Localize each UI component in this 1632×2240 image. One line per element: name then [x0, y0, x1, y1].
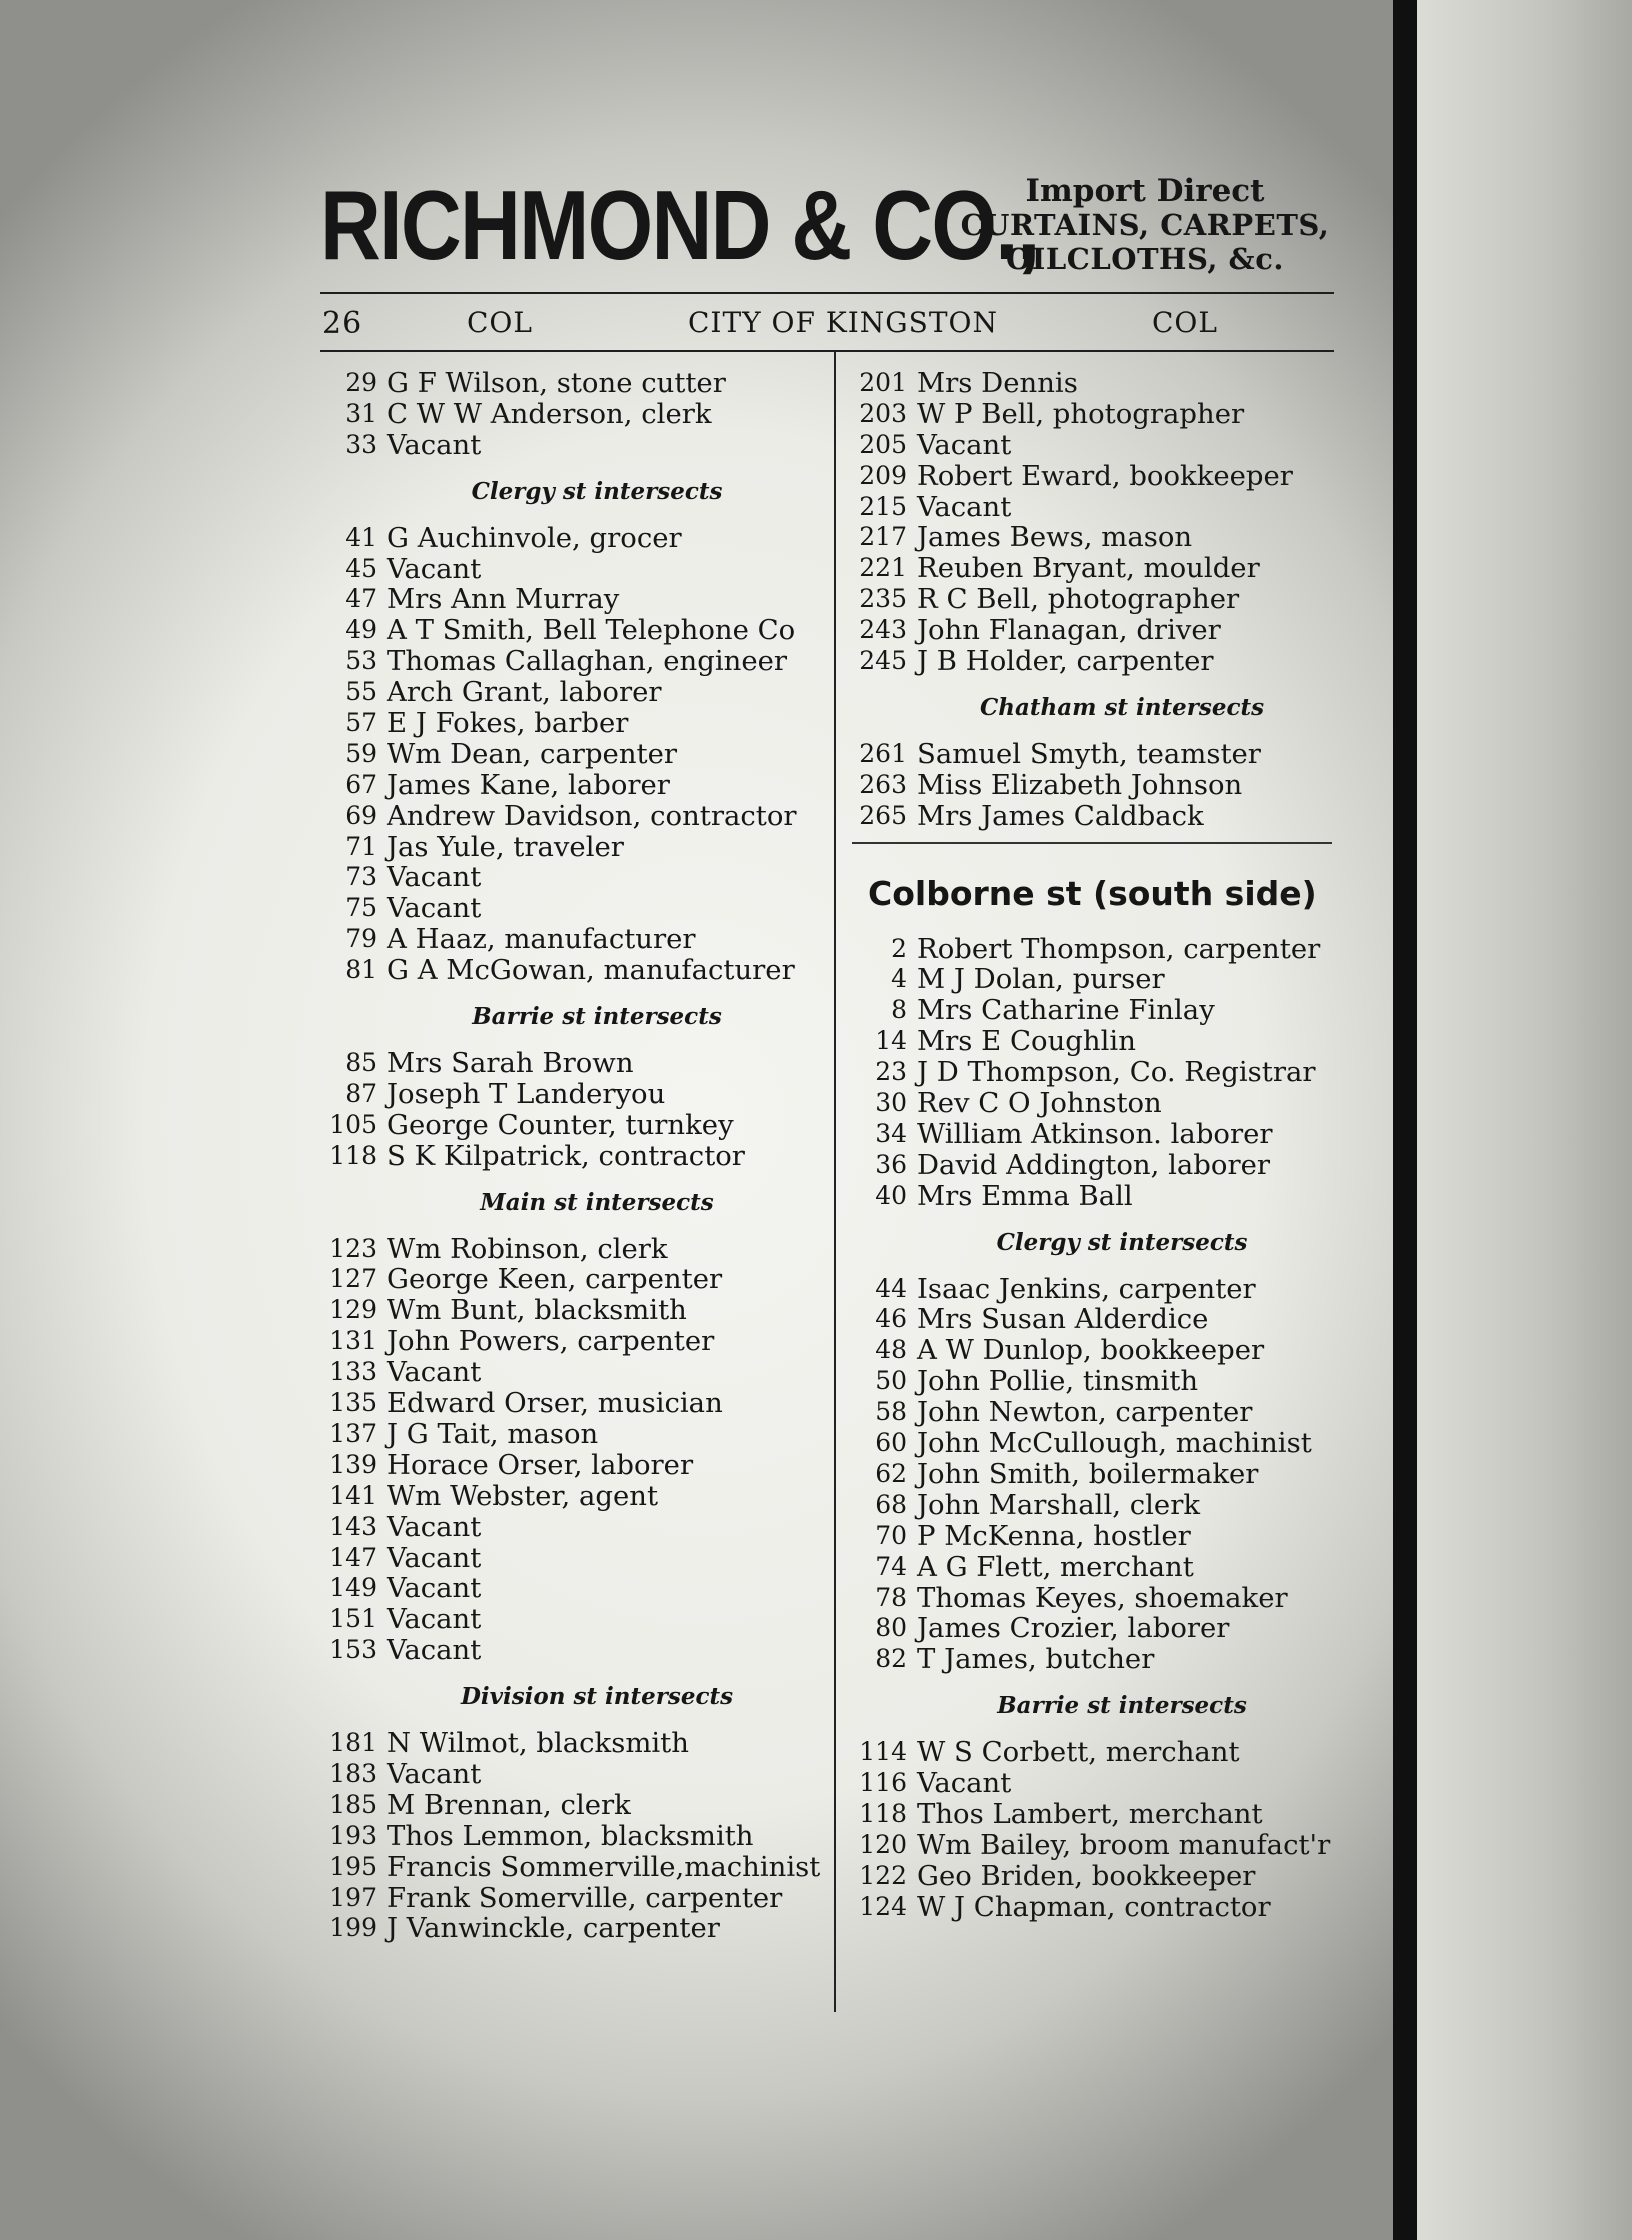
directory-entry [852, 1552, 1342, 1583]
resident-name: A G Flett, merchant [917, 1550, 1194, 1583]
directory-entry [852, 1181, 1342, 1212]
resident-name: Vacant [387, 1603, 482, 1636]
resident-name: James Bews, mason [917, 521, 1193, 554]
resident-name: Mrs Ann Murray [387, 583, 620, 616]
directory-entry [322, 399, 822, 430]
house-number: 243 [859, 615, 907, 645]
directory-entry [852, 1304, 1342, 1335]
ad-text-block [940, 174, 1350, 276]
house-number: 261 [859, 738, 907, 768]
directory-entry [322, 739, 822, 770]
house-number: 31 [345, 398, 377, 428]
house-number: 118 [859, 1798, 907, 1828]
house-number: 8 [891, 995, 907, 1025]
directory-entry [322, 1728, 822, 1759]
ad-line-import: Import Direct [1025, 173, 1265, 209]
brand-name: RICHMOND & CO., [320, 170, 1039, 280]
directory-entry [322, 430, 822, 461]
resident-name: Thos Lambert, merchant [917, 1797, 1263, 1830]
directory-entry [852, 584, 1342, 615]
house-number: 74 [875, 1551, 907, 1581]
street-intersection-label: Clergy st intersects [996, 1228, 1248, 1256]
resident-name: John Newton, carpenter [917, 1396, 1253, 1429]
resident-name: Vacant [387, 1634, 482, 1667]
resident-name: Robert Thompson, carpenter [917, 932, 1321, 965]
resident-name: Mrs Emma Ball [917, 1179, 1133, 1212]
resident-name: T James, butcher [917, 1643, 1155, 1676]
directory-entry [852, 1428, 1342, 1459]
directory-entry [322, 832, 822, 863]
resident-name: Miss Elizabeth Johnson [917, 768, 1243, 801]
resident-name: Vacant [387, 1356, 482, 1389]
directory-entry [322, 1883, 822, 1914]
directory-entry [322, 1913, 822, 1944]
house-number: 44 [875, 1273, 907, 1303]
directory-entry [322, 1326, 822, 1357]
directory-entry [852, 1861, 1342, 1892]
resident-name: J B Holder, carpenter [917, 645, 1214, 678]
directory-entry [322, 554, 822, 585]
house-number: 58 [875, 1397, 907, 1427]
house-number: 127 [329, 1264, 377, 1294]
house-number: 59 [345, 738, 377, 768]
directory-entry [852, 1830, 1342, 1861]
directory-entry [852, 461, 1342, 492]
house-number: 124 [859, 1891, 907, 1921]
resident-name: Rev C O Johnston [917, 1087, 1162, 1120]
resident-name: Wm Bunt, blacksmith [387, 1294, 687, 1327]
house-number: 139 [329, 1449, 377, 1479]
resident-name: Vacant [917, 428, 1012, 461]
house-number: 193 [329, 1820, 377, 1850]
house-number: 141 [329, 1480, 377, 1510]
resident-name: Vacant [387, 552, 482, 585]
resident-name: Robert Eward, bookkeeper [917, 459, 1293, 492]
resident-name: George Keen, carpenter [387, 1263, 723, 1296]
directory-entry [852, 1583, 1342, 1614]
resident-name: Samuel Smyth, teamster [917, 737, 1261, 770]
column-divider [834, 352, 836, 2012]
resident-name: Vacant [387, 861, 482, 894]
house-number: 217 [859, 522, 907, 552]
directory-entry [322, 1543, 822, 1574]
house-number: 183 [329, 1758, 377, 1788]
directory-entry [852, 1737, 1342, 1768]
house-number: 80 [875, 1613, 907, 1643]
house-number: 79 [345, 924, 377, 954]
directory-entry [852, 739, 1342, 770]
street-intersection-label: Clergy st intersects [471, 477, 723, 505]
resident-name: Mrs Dennis [917, 367, 1078, 399]
resident-name: John Flanagan, driver [917, 614, 1221, 647]
street-intersection-label: Barrie st intersects [472, 1003, 722, 1031]
directory-entry [322, 1821, 822, 1852]
resident-name: Mrs Sarah Brown [387, 1047, 634, 1080]
resident-name: Vacant [387, 1510, 482, 1543]
house-number: 116 [859, 1768, 907, 1798]
resident-name: George Counter, turnkey [387, 1108, 734, 1141]
resident-name: W S Corbett, merchant [917, 1736, 1240, 1769]
section-separator [852, 842, 1332, 844]
house-number: 133 [329, 1357, 377, 1387]
adjacent-page-edge [1417, 0, 1632, 2240]
house-number: 75 [345, 893, 377, 923]
resident-name: John McCullough, machinist [917, 1427, 1312, 1460]
directory-entry [852, 801, 1342, 832]
directory-entry [322, 1450, 822, 1481]
house-number: 137 [329, 1418, 377, 1448]
house-number: 151 [329, 1604, 377, 1634]
resident-name: Arch Grant, laborer [387, 676, 662, 709]
directory-entry [322, 924, 822, 955]
directory-entry [852, 1521, 1342, 1552]
house-number: 4 [891, 964, 907, 994]
running-head-right: COL [1152, 306, 1218, 339]
resident-name: Thomas Keyes, shoemaker [917, 1581, 1288, 1614]
resident-name: Wm Dean, carpenter [387, 737, 677, 770]
directory-entry [322, 1419, 822, 1450]
directory-entry [852, 399, 1342, 430]
house-number: 221 [859, 553, 907, 583]
house-number: 23 [875, 1057, 907, 1087]
running-head-left: COL [467, 306, 533, 339]
directory-entry [852, 1150, 1342, 1181]
resident-name: P McKenna, hostler [917, 1519, 1191, 1552]
resident-name: G F Wilson, stone cutter [387, 367, 726, 399]
directory-entry [322, 893, 822, 924]
house-number: 36 [875, 1149, 907, 1179]
directory-entry [852, 1088, 1342, 1119]
ad-line-curtains: CURTAINS, CARPETS, [960, 208, 1330, 242]
directory-entry [322, 1110, 822, 1141]
resident-name: Vacant [917, 1767, 1012, 1800]
resident-name: Wm Robinson, clerk [387, 1232, 668, 1265]
house-number: 209 [859, 460, 907, 490]
running-head-center: CITY OF KINGSTON [688, 306, 998, 339]
directory-entry [852, 1459, 1342, 1490]
house-number: 135 [329, 1388, 377, 1418]
directory-entry [322, 708, 822, 739]
house-number: 48 [875, 1335, 907, 1365]
directory-entry [322, 646, 822, 677]
directory-entry [852, 1799, 1342, 1830]
directory-entry [322, 1852, 822, 1883]
directory-entry [322, 1512, 822, 1543]
house-number: 118 [329, 1140, 377, 1170]
directory-entry [852, 770, 1342, 801]
left-column [322, 368, 822, 1944]
resident-name: William Atkinson. laborer [917, 1117, 1273, 1150]
house-number: 60 [875, 1428, 907, 1458]
house-number: 69 [345, 800, 377, 830]
house-number: 78 [875, 1582, 907, 1612]
resident-name: Mrs James Caldback [917, 799, 1204, 832]
header-rule-top [320, 292, 1334, 294]
directory-entry [852, 522, 1342, 553]
house-number: 203 [859, 398, 907, 428]
directory-entry [322, 1141, 822, 1172]
resident-name: J D Thompson, Co. Registrar [917, 1056, 1316, 1089]
directory-entry [852, 430, 1342, 461]
street-intersection-label: Division st intersects [460, 1683, 734, 1711]
house-number: 85 [345, 1048, 377, 1078]
resident-name: Edward Orser, musician [387, 1387, 723, 1420]
directory-entry [322, 1604, 822, 1635]
directory-entry [852, 1768, 1342, 1799]
directory-entry [852, 1490, 1342, 1521]
house-number: 2 [891, 933, 907, 963]
house-number: 195 [329, 1851, 377, 1881]
resident-name: J Vanwinckle, carpenter [387, 1912, 720, 1945]
directory-entry [852, 1026, 1342, 1057]
resident-name: Mrs Catharine Finlay [917, 994, 1215, 1027]
resident-name: N Wilmot, blacksmith [387, 1727, 689, 1760]
resident-name: Wm Webster, agent [387, 1479, 659, 1512]
house-number: 82 [875, 1644, 907, 1674]
house-number: 46 [875, 1304, 907, 1334]
directory-entry [322, 1759, 822, 1790]
resident-name: Vacant [387, 1572, 482, 1605]
house-number: 245 [859, 646, 907, 676]
directory-entry [852, 1057, 1342, 1088]
resident-name: W P Bell, photographer [917, 397, 1245, 430]
house-number: 265 [859, 800, 907, 830]
directory-entry [322, 1573, 822, 1604]
directory-entry [852, 1644, 1342, 1675]
house-number: 70 [875, 1520, 907, 1550]
house-number: 129 [329, 1295, 377, 1325]
ad-line-oilcloths: OILCLOTHS, &c. [1006, 242, 1284, 276]
directory-entry [852, 995, 1342, 1026]
directory-entry [852, 1397, 1342, 1428]
resident-name: E J Fokes, barber [387, 707, 629, 740]
book-spine-gutter [1393, 0, 1417, 2240]
resident-name: James Kane, laborer [387, 768, 670, 801]
directory-entry [852, 934, 1342, 965]
house-number: 40 [875, 1180, 907, 1210]
house-number: 87 [345, 1078, 377, 1108]
directory-entry [322, 955, 822, 986]
directory-entry [322, 801, 822, 832]
directory-entry [322, 1481, 822, 1512]
resident-name: John Powers, carpenter [387, 1325, 715, 1358]
resident-name: J G Tait, mason [387, 1417, 599, 1450]
resident-name: Mrs E Coughlin [917, 1025, 1136, 1058]
directory-entry [322, 615, 822, 646]
directory-entry [852, 368, 1342, 399]
resident-name: John Marshall, clerk [917, 1488, 1201, 1521]
house-number: 81 [345, 955, 377, 985]
house-number: 71 [345, 831, 377, 861]
house-number: 53 [345, 646, 377, 676]
house-number: 147 [329, 1542, 377, 1572]
house-number: 30 [875, 1088, 907, 1118]
directory-entry [852, 1119, 1342, 1150]
house-number: 29 [345, 368, 377, 397]
directory-entry [322, 1048, 822, 1079]
house-number: 50 [875, 1366, 907, 1396]
directory-entry [322, 677, 822, 708]
street-section-heading: Colborne st (south side) [868, 873, 1317, 913]
house-number: 73 [345, 862, 377, 892]
house-number: 41 [345, 522, 377, 552]
directory-entry [322, 1264, 822, 1295]
resident-name: Frank Somerville, carpenter [387, 1881, 783, 1914]
resident-name: James Crozier, laborer [917, 1612, 1230, 1645]
house-number: 47 [345, 584, 377, 614]
directory-entry [322, 368, 822, 399]
directory-entry [852, 615, 1342, 646]
house-number: 153 [329, 1635, 377, 1665]
resident-name: Vacant [387, 892, 482, 925]
house-number: 185 [329, 1789, 377, 1819]
resident-name: S K Kilpatrick, contractor [387, 1139, 745, 1172]
resident-name: John Smith, boilermaker [917, 1457, 1259, 1490]
directory-entry [852, 1613, 1342, 1644]
house-number: 68 [875, 1489, 907, 1519]
page-header-advertisement [320, 170, 1350, 280]
resident-name: Francis Sommerville,machinist [387, 1850, 821, 1883]
resident-name: A Haaz, manufacturer [387, 923, 696, 956]
house-number: 34 [875, 1118, 907, 1148]
house-number: 263 [859, 769, 907, 799]
resident-name: W J Chapman, contractor [917, 1890, 1271, 1923]
directory-entry [852, 492, 1342, 523]
directory-entry [322, 1295, 822, 1326]
house-number: 105 [329, 1109, 377, 1139]
resident-name: Thomas Callaghan, engineer [387, 645, 788, 678]
house-number: 62 [875, 1458, 907, 1488]
directory-entry [322, 862, 822, 893]
resident-name: Andrew Davidson, contractor [387, 799, 797, 832]
directory-entry [322, 1357, 822, 1388]
page-number: 26 [322, 306, 363, 341]
house-number: 199 [329, 1913, 377, 1943]
resident-name: Horace Orser, laborer [387, 1448, 694, 1481]
header-rule-bottom [320, 350, 1334, 352]
house-number: 114 [859, 1737, 907, 1767]
resident-name: Isaac Jenkins, carpenter [917, 1272, 1256, 1305]
resident-name: M J Dolan, purser [917, 963, 1165, 996]
resident-name: Vacant [387, 428, 482, 461]
directory-entry [322, 770, 822, 801]
resident-name: Wm Bailey, broom manufact'r [917, 1828, 1331, 1861]
house-number: 55 [345, 677, 377, 707]
house-number: 33 [345, 429, 377, 459]
running-head [322, 300, 1332, 344]
directory-entry [852, 1274, 1342, 1305]
resident-name: David Addington, laborer [917, 1148, 1271, 1181]
resident-name: Vacant [387, 1757, 482, 1790]
resident-name: Reuben Bryant, moulder [917, 552, 1260, 585]
house-number: 181 [329, 1728, 377, 1758]
resident-name: G Auchinvole, grocer [387, 521, 682, 554]
house-number: 205 [859, 429, 907, 459]
directory-entry [852, 646, 1342, 677]
resident-name: Vacant [917, 490, 1012, 523]
house-number: 45 [345, 553, 377, 583]
directory-entry [852, 1335, 1342, 1366]
directory-entry [322, 1388, 822, 1419]
resident-name: Jas Yule, traveler [387, 830, 624, 863]
house-number: 67 [345, 769, 377, 799]
house-number: 57 [345, 708, 377, 738]
resident-name: Thos Lemmon, blacksmith [387, 1819, 754, 1852]
resident-name: M Brennan, clerk [387, 1788, 631, 1821]
directory-entry [852, 553, 1342, 584]
house-number: 49 [345, 615, 377, 645]
house-number: 235 [859, 584, 907, 614]
directory-entry [322, 1635, 822, 1666]
street-intersection-label: Chatham st intersects [979, 693, 1265, 721]
resident-name: John Pollie, tinsmith [917, 1365, 1199, 1398]
directory-entry [322, 1079, 822, 1110]
resident-name: A W Dunlop, bookkeeper [917, 1334, 1265, 1367]
resident-name: G A McGowan, manufacturer [387, 954, 795, 987]
street-intersection-label: Main st intersects [480, 1188, 714, 1216]
resident-name: Geo Briden, bookkeeper [917, 1859, 1256, 1892]
right-column [852, 368, 1342, 1923]
house-number: 123 [329, 1233, 377, 1263]
resident-name: Joseph T Landeryou [387, 1077, 666, 1110]
resident-name: A T Smith, Bell Telephone Co [387, 614, 796, 647]
resident-name: Mrs Susan Alderdice [917, 1303, 1209, 1336]
house-number: 197 [329, 1882, 377, 1912]
directory-entry [322, 1790, 822, 1821]
directory-entry [852, 964, 1342, 995]
directory-entry [322, 1234, 822, 1265]
resident-name: C W W Anderson, clerk [387, 397, 712, 430]
house-number: 215 [859, 491, 907, 521]
house-number: 201 [859, 368, 907, 397]
house-number: 120 [859, 1829, 907, 1859]
house-number: 149 [329, 1573, 377, 1603]
directory-entry [322, 523, 822, 554]
house-number: 14 [875, 1026, 907, 1056]
directory-entry [852, 1366, 1342, 1397]
directory-entry [322, 584, 822, 615]
house-number: 131 [329, 1326, 377, 1356]
house-number: 143 [329, 1511, 377, 1541]
street-intersection-label: Barrie st intersects [997, 1692, 1247, 1720]
directory-entry [852, 1892, 1342, 1923]
resident-name: R C Bell, photographer [917, 583, 1240, 616]
resident-name: Vacant [387, 1541, 482, 1574]
house-number: 122 [859, 1860, 907, 1890]
